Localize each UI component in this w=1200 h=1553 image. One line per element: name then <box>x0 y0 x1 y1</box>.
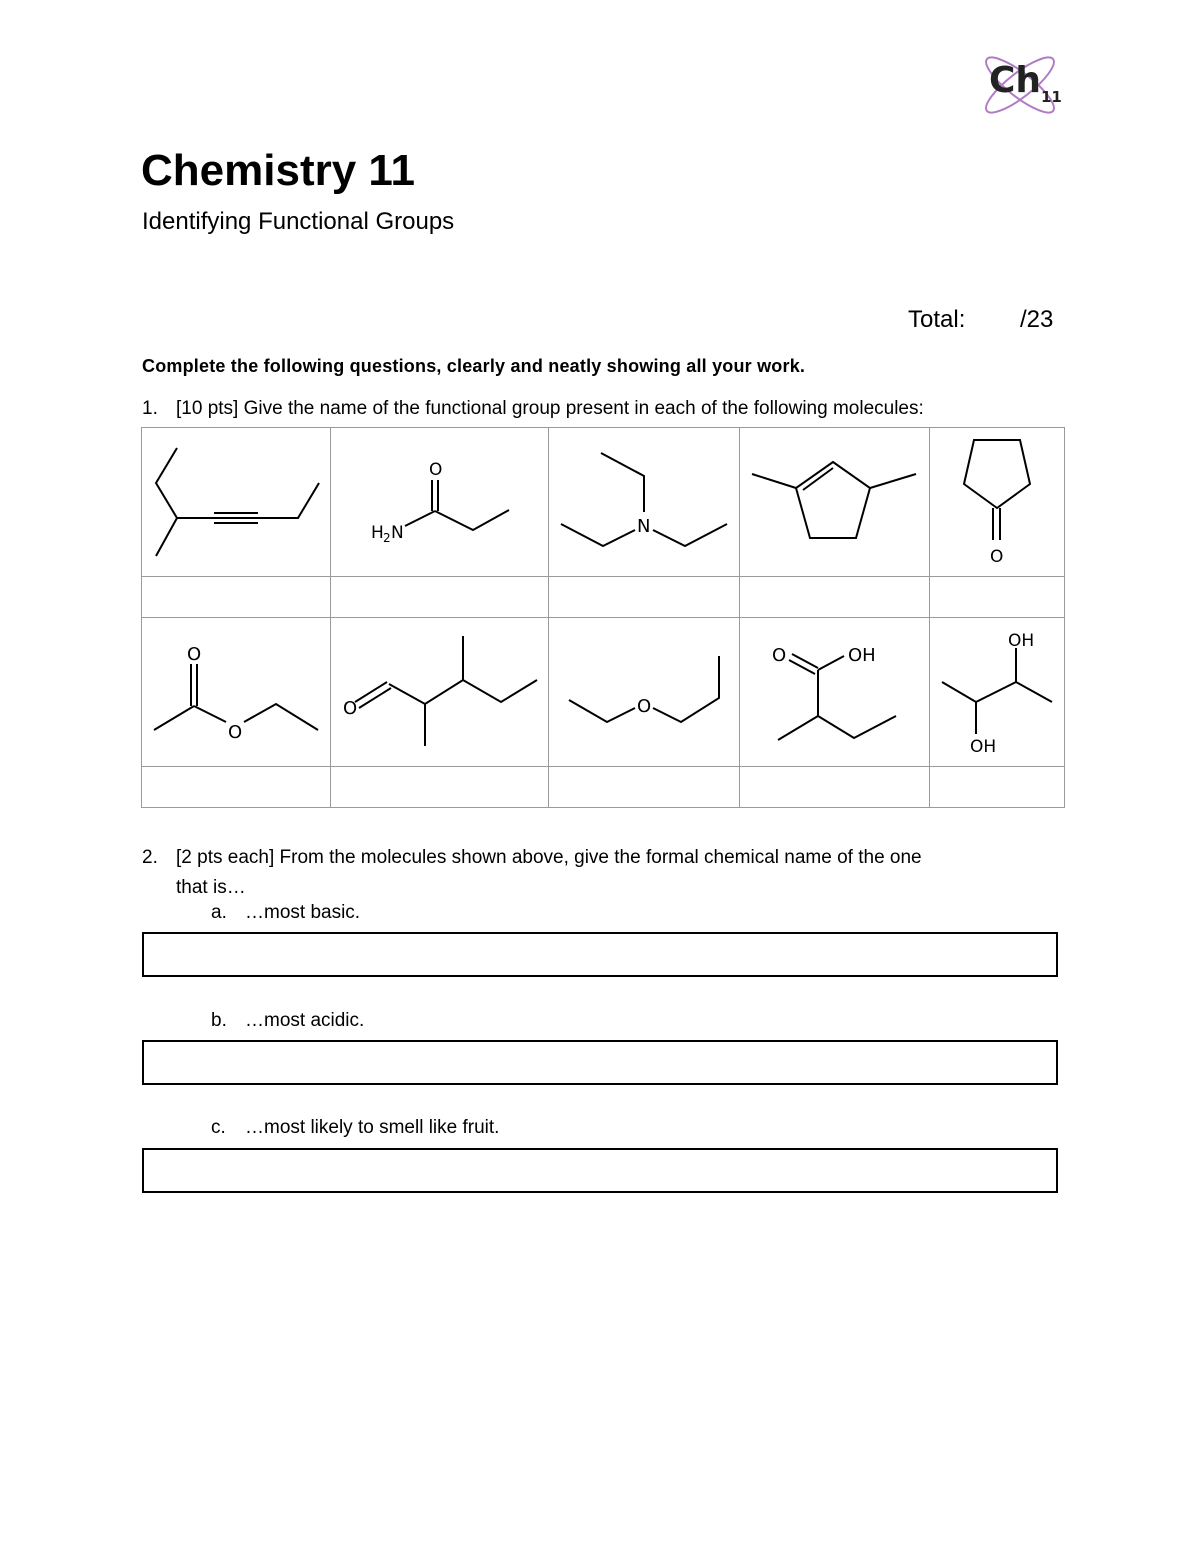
logo-subscript: 11 <box>1041 88 1062 106</box>
ester-structure <box>142 618 330 766</box>
answer-box-most-basic[interactable] <box>142 932 1058 977</box>
amide-h-subscript: 2 <box>383 531 391 545</box>
carboxylic-acid-structure <box>740 618 929 766</box>
answer-cell[interactable] <box>331 767 549 808</box>
question-1 <box>142 398 924 420</box>
alcohol-top-hydroxyl-label: OH <box>1008 631 1035 651</box>
question-2-text-line2: that is… <box>176 877 246 898</box>
question-2b-text: …most acidic. <box>245 1010 365 1031</box>
acid-carbonyl-oxygen-label: O <box>772 645 787 666</box>
answer-cell[interactable] <box>142 577 331 618</box>
ch11-logo <box>975 50 1065 120</box>
question-2c-text: …most likely to smell like fruit. <box>245 1117 500 1138</box>
answer-cell[interactable] <box>549 577 740 618</box>
molecule-cell-alkene <box>740 428 930 577</box>
ester-ether-oxygen-label: O <box>228 722 243 743</box>
ether-oxygen-label: O <box>637 696 652 717</box>
question-2a <box>211 902 360 924</box>
question-1-text: [10 pts] Give the name of the functional group present in each of the following molecules: <box>176 398 924 419</box>
ketone-structure <box>930 428 1064 576</box>
alkyne-structure <box>142 428 330 576</box>
answer-cell[interactable] <box>930 577 1065 618</box>
page-subtitle: Identifying Functional Groups <box>142 208 455 235</box>
question-2a-letter: a. <box>211 902 227 923</box>
aldehyde-oxygen-label: O <box>343 698 358 719</box>
molecule-cell-aldehyde <box>331 618 549 767</box>
instructions: Complete the following questions, clearly and neatly showing all your work. <box>142 356 806 376</box>
total-score <box>908 306 1053 334</box>
page-title: Chemistry 11 <box>141 146 415 195</box>
acid-hydroxyl-label: OH <box>848 645 876 666</box>
amide-h-label: H <box>371 523 384 543</box>
molecule-cell-alcohol <box>930 618 1065 767</box>
molecule-cell-ether <box>549 618 740 767</box>
alkene-structure <box>740 428 929 576</box>
answer-cell[interactable] <box>142 767 331 808</box>
alcohol-structure <box>930 618 1064 766</box>
amide-structure <box>331 428 548 576</box>
question-2b <box>211 1010 364 1032</box>
molecule-cell-carboxylic-acid <box>740 618 930 767</box>
answer-cell[interactable] <box>740 577 930 618</box>
amine-nitrogen-label: N <box>637 516 651 537</box>
question-2-number: 2. <box>142 847 158 868</box>
molecule-row-1 <box>142 428 1065 577</box>
total-label: Total: <box>908 306 966 333</box>
question-2c-letter: c. <box>211 1117 226 1138</box>
answer-cell[interactable] <box>331 577 549 618</box>
answer-row-2 <box>142 767 1065 808</box>
ketone-oxygen-label: O <box>990 547 1004 567</box>
answer-cell[interactable] <box>549 767 740 808</box>
molecule-cell-alkyne <box>142 428 331 577</box>
question-2c <box>211 1117 499 1139</box>
answer-cell[interactable] <box>930 767 1065 808</box>
answer-box-fruity-smell[interactable] <box>142 1148 1058 1193</box>
ester-carbonyl-oxygen-label: O <box>187 644 202 665</box>
aldehyde-structure <box>331 618 548 766</box>
question-2a-text: …most basic. <box>245 902 361 923</box>
question-2 <box>142 843 1042 903</box>
functional-groups-table <box>141 427 1065 808</box>
logo-letters: Ch <box>989 60 1042 101</box>
amine-structure <box>549 428 739 576</box>
answer-box-most-acidic[interactable] <box>142 1040 1058 1085</box>
question-2-text-line1: [2 pts each] From the molecules shown above, give the formal chemical name of the one <box>176 847 922 868</box>
amide-oxygen-label: O <box>429 460 443 480</box>
total-value: /23 <box>1020 306 1054 333</box>
alcohol-bottom-hydroxyl-label: OH <box>970 737 997 757</box>
molecule-row-2 <box>142 618 1065 767</box>
molecule-cell-amide <box>331 428 549 577</box>
question-2b-letter: b. <box>211 1010 227 1031</box>
answer-cell[interactable] <box>740 767 930 808</box>
amide-n-label: N <box>391 523 404 543</box>
molecule-cell-ester <box>142 618 331 767</box>
question-1-number: 1. <box>142 398 158 419</box>
molecule-cell-ketone <box>930 428 1065 577</box>
molecule-cell-amine <box>549 428 740 577</box>
answer-row-1 <box>142 577 1065 618</box>
ether-structure <box>549 618 739 766</box>
